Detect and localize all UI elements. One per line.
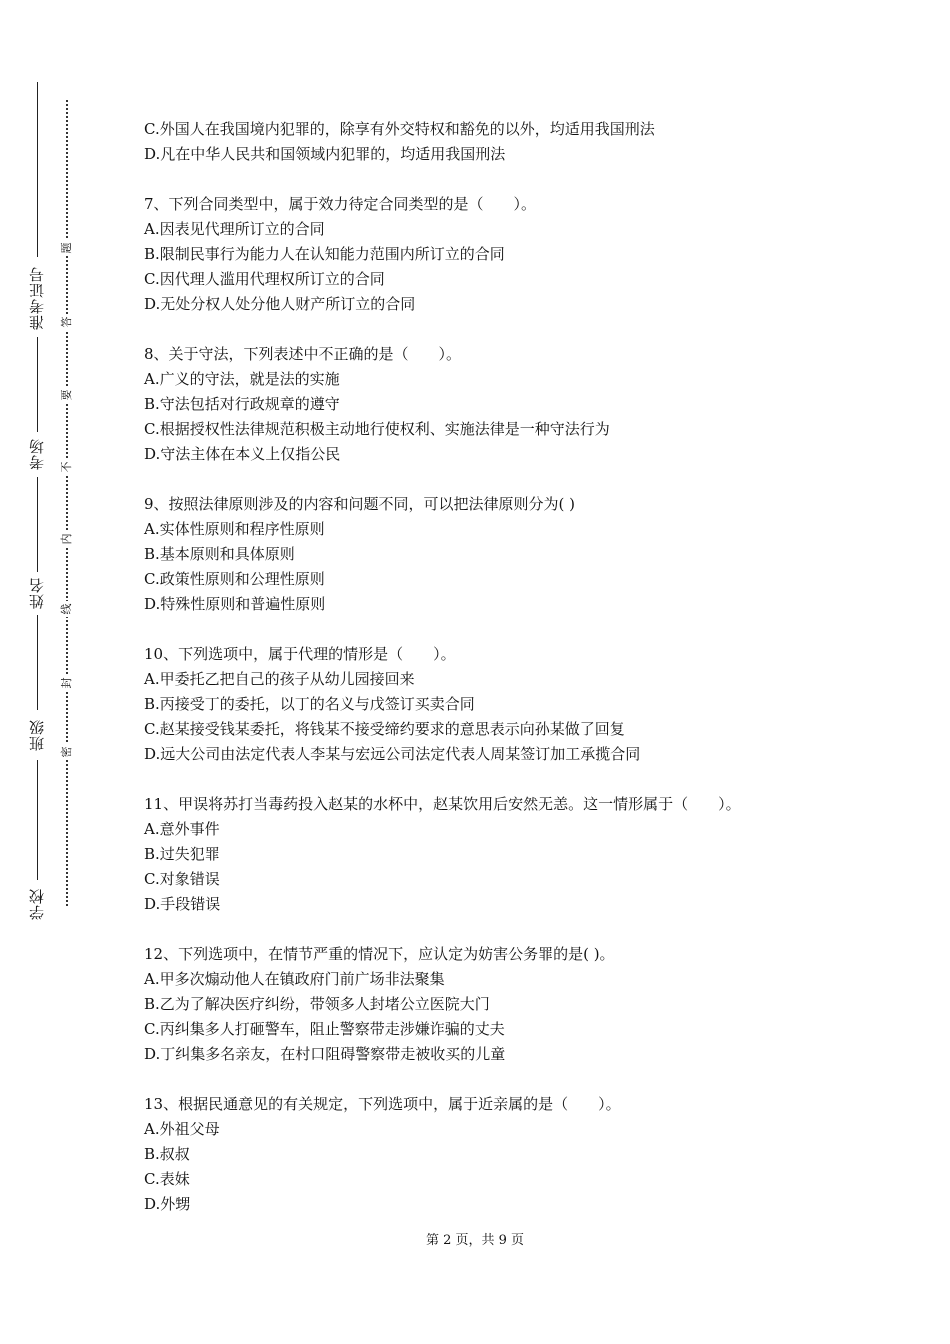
seal-char-bu: 不 — [59, 459, 75, 475]
question-stem: 13、根据民通意见的有关规定，下列选项中，属于近亲属的是（ ）。 — [144, 1095, 621, 1113]
option-d: D.凡在中华人民共和国领域内犯罪的，均适用我国刑法 — [144, 145, 506, 163]
option-b: B.过失犯罪 — [144, 845, 220, 863]
option-a: A.甲委托乙把自己的孩子从幼儿园接回来 — [144, 670, 415, 688]
question-stem: 12、下列选项中，在情节严重的情况下，应认定为妨害公务罪的是( )。 — [144, 945, 615, 963]
option-c: C.赵某接受钱某委托，将钱某不接受缔约要求的意思表示向孙某做了回复 — [144, 720, 625, 738]
question-12 — [144, 942, 844, 1067]
seal-char-mi: 密 — [59, 744, 75, 760]
option-b: B.乙为了解决医疗纠纷，带领多人封堵公立医院大门 — [144, 995, 490, 1013]
field-label-class: 班级 — [28, 719, 46, 751]
page-number: 第 2 页，共 9 页 — [425, 1233, 525, 1248]
field-line-school — [37, 760, 38, 880]
seal-char-yao: 要 — [59, 387, 75, 403]
question-stem: 11、甲误将苏打当毒药投入赵某的水杯中，赵某饮用后安然无恙。这一情形属于（ ）。 — [144, 795, 741, 813]
question-8 — [144, 342, 844, 467]
seal-dotted-line — [66, 100, 68, 906]
option-c: C.对象错误 — [144, 870, 220, 888]
option-d: D.特殊性原则和普遍性原则 — [144, 595, 326, 613]
option-d: D.外甥 — [144, 1195, 191, 1213]
question-11 — [144, 792, 844, 917]
option-c: C.根据授权性法律规范积极主动地行使权利、实施法律是一种守法行为 — [144, 420, 610, 438]
option-c: C.表妹 — [144, 1170, 190, 1188]
option-a: A.广义的守法，就是法的实施 — [144, 370, 340, 388]
option-c: C.因代理人滥用代理权所订立的合同 — [144, 270, 385, 288]
question-7 — [144, 192, 844, 317]
question-13 — [144, 1092, 844, 1217]
option-a: A.甲多次煽动他人在镇政府门前广场非法聚集 — [144, 970, 445, 988]
option-a: A.外祖父母 — [144, 1120, 220, 1138]
seal-char-xian: 线 — [59, 601, 75, 617]
seal-char-ti: 题 — [59, 240, 75, 256]
field-line-exam-room — [37, 337, 38, 432]
seal-char-nei: 内 — [59, 531, 75, 547]
seal-char-feng: 封 — [59, 675, 75, 691]
option-b: B.叔叔 — [144, 1145, 190, 1163]
field-label-exam-number: 准考证号 — [28, 266, 46, 330]
option-c: C.政策性原则和公理性原则 — [144, 570, 325, 588]
field-line-exam-number — [37, 82, 38, 257]
option-a: A.实体性原则和程序性原则 — [144, 520, 325, 538]
option-d: D.无处分权人处分他人财产所订立的合同 — [144, 295, 416, 313]
question-6-continued — [144, 117, 844, 167]
option-c: C.丙纠集多人打砸警车，阻止警察带走涉嫌诈骗的丈夫 — [144, 1020, 505, 1038]
option-c: C.外国人在我国境内犯罪的，除享有外交特权和豁免的以外，均适用我国刑法 — [144, 120, 655, 138]
question-9 — [144, 492, 844, 617]
field-line-class — [37, 615, 38, 710]
binding-margin — [0, 0, 110, 1344]
field-label-school: 学校 — [28, 888, 46, 920]
option-a: A.意外事件 — [144, 820, 220, 838]
question-stem: 9、按照法律原则涉及的内容和问题不同，可以把法律原则分为( ) — [144, 495, 576, 513]
option-d: D.丁纠集多名亲友，在村口阻碍警察带走被收买的儿童 — [144, 1045, 506, 1063]
question-stem: 7、下列合同类型中，属于效力待定合同类型的是（ ）。 — [144, 195, 537, 213]
field-label-name: 姓名 — [28, 577, 46, 610]
option-b: B.基本原则和具体原则 — [144, 545, 295, 563]
option-a: A.因表见代理所订立的合同 — [144, 220, 325, 238]
option-b: B.限制民事行为能力人在认知能力范围内所订立的合同 — [144, 245, 505, 263]
option-d: D.手段错误 — [144, 895, 221, 913]
field-line-name — [37, 477, 38, 572]
field-label-exam-room: 考场 — [28, 438, 46, 471]
option-b: B.丙接受丁的委托，以丁的名义与戊签订买卖合同 — [144, 695, 475, 713]
option-b: B.守法包括对行政规章的遵守 — [144, 395, 340, 413]
option-d: D.远大公司由法定代表人李某与宏远公司法定代表人周某签订加工承揽合同 — [144, 745, 641, 763]
option-d: D.守法主体在本义上仅指公民 — [144, 445, 341, 463]
question-10 — [144, 642, 844, 767]
question-list — [144, 117, 844, 1242]
question-stem: 10、下列选项中，属于代理的情形是（ ）。 — [144, 645, 456, 663]
question-stem: 8、关于守法，下列表述中不正确的是（ ）。 — [144, 345, 462, 363]
seal-char-da: 答 — [59, 314, 75, 330]
